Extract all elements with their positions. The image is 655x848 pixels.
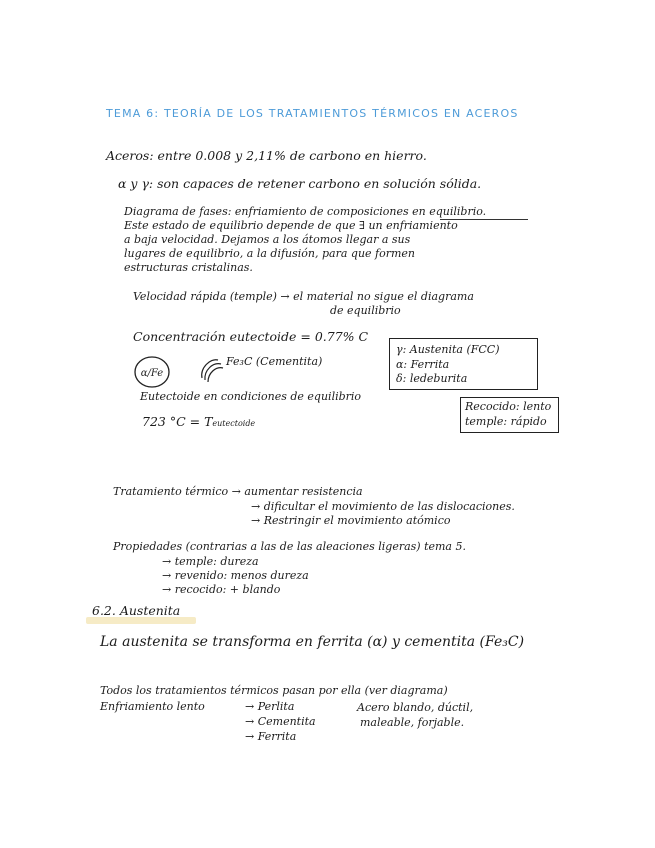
legend-ledeburita: δ: ledeburita xyxy=(396,372,468,385)
enfriamiento-cementita: → Cementita xyxy=(245,715,316,728)
cementite-sketch xyxy=(196,352,226,384)
diagrama-line-4: lugares de equilibrio, a la difusión, para que formen xyxy=(124,247,416,260)
propiedad-recocido: → recocido: + blando xyxy=(162,583,281,596)
velocidad-line-1: Velocidad rápida (temple) → el material no sigue el diagrama xyxy=(133,290,474,303)
diagrama-line-1: Diagrama de fases: enfriamiento de composiciones en equilibrio. xyxy=(124,205,487,218)
enfriamiento-label: Enfriamiento lento xyxy=(100,700,205,713)
circle-label: α/Fe xyxy=(140,368,164,379)
austenita-transforma-line: La austenita se transforma en ferrita (α) y cementita (Fe₃C) xyxy=(100,634,525,650)
temperature-line xyxy=(142,414,255,429)
enfriamiento-ferrita: → Ferrita xyxy=(245,730,297,743)
tratamiento-line-3: → Restringir el movimiento atómico xyxy=(251,514,451,527)
diagrama-line-5: estructuras cristalinas. xyxy=(124,261,253,274)
temple-text: temple: rápido xyxy=(465,415,547,428)
eutectoide-line: Eutectoide en condiciones de equilibrio xyxy=(140,390,362,403)
page-title: TEMA 6: TEORÍA DE LOS TRATAMIENTOS TÉRMICOS EN ACEROS xyxy=(106,107,519,120)
diagrama-line-3: a baja velocidad. Dejamos a los átomos llegar a sus xyxy=(124,233,411,246)
concentracion-line: Concentración eutectoide = 0.77% C xyxy=(133,329,369,344)
tratamiento-line-2: → dificultar el movimiento de las dislocaciones. xyxy=(251,500,515,513)
cementita-label: Fe₃C (Cementita) xyxy=(226,355,323,368)
section-62-heading: 6.2. Austenita xyxy=(92,603,181,618)
austenite-grain-sketch xyxy=(130,354,178,390)
legend-austenita: γ: Austenita (FCC) xyxy=(396,343,500,356)
propiedad-revenido: → revenido: menos dureza xyxy=(162,569,309,582)
legend-ferrita: α: Ferrita xyxy=(396,358,450,371)
acero-props-2: maleable, forjable. xyxy=(360,716,465,729)
section-highlight xyxy=(86,617,196,624)
enfriamiento-perlita: → Perlita xyxy=(245,700,295,713)
propiedades-line: Propiedades (contrarias a las de las aleaciones ligeras) tema 5. xyxy=(113,540,466,553)
aceros-line: Aceros: entre 0.008 y 2,11% de carbono en hierro. xyxy=(106,148,427,163)
todos-line: Todos los tratamientos térmicos pasan por ella (ver diagrama) xyxy=(100,684,448,697)
temperature-subscript: eutectoide xyxy=(212,419,256,428)
acero-props-1: Acero blando, dúctil, xyxy=(357,701,474,714)
temperature-value: 723 °C = T xyxy=(142,414,213,429)
velocidad-line-2: de equilibrio xyxy=(330,304,401,317)
tratamiento-line-1: Tratamiento térmico → aumentar resistencia xyxy=(113,485,363,498)
alfa-gamma-line: α y γ: son capaces de retener carbono en solución sólida. xyxy=(118,176,482,191)
diagrama-line-2: Este estado de equilibrio depende de que ∃ un enfriamiento xyxy=(124,219,458,232)
propiedad-temple: → temple: dureza xyxy=(162,555,259,568)
recocido-text: Recocido: lento xyxy=(465,400,552,413)
